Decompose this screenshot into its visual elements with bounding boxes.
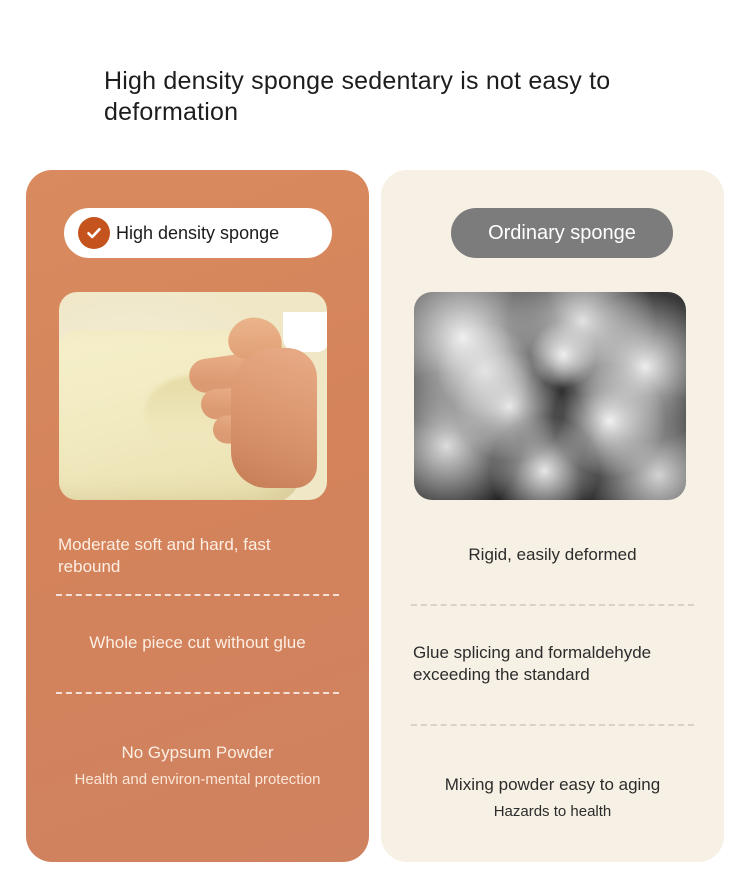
right-feature-text-3: Mixing powder easy to aging (444, 775, 661, 794)
right-feature-item-3 (407, 760, 698, 838)
palm-shape (231, 348, 317, 488)
right-panel-label-pill (451, 208, 673, 258)
left-feature-item-1 (52, 522, 343, 594)
panel-high-density-sponge (26, 170, 369, 862)
right-feature-list (407, 522, 698, 838)
left-feature-text-2: Whole piece cut without glue (89, 633, 306, 652)
left-feature-text-3: No Gypsum Powder (121, 743, 274, 762)
left-feature-text-1: Moderate soft and hard, fast rebound (58, 535, 271, 576)
right-feature-subtext: Hazards to health (493, 803, 612, 820)
ordinary-sponge-image (414, 292, 686, 500)
left-panel-label-text: High density sponge (116, 222, 280, 243)
page-title: High density sponge sedentary is not easy to deformation (104, 67, 611, 126)
left-panel-label-pill (64, 208, 332, 258)
left-feature-list (52, 522, 343, 806)
check-icon (78, 217, 110, 249)
panel-ordinary-sponge (381, 170, 724, 862)
hand-illustration (183, 312, 323, 487)
right-feature-text-1: Rigid, easily deformed (468, 545, 637, 564)
comparison-panels (26, 170, 724, 862)
left-feature-subtext: Health and environ-mental protection (74, 771, 321, 788)
high-density-sponge-image (59, 292, 327, 500)
sleeve-shape (283, 312, 327, 352)
right-feature-item-2 (407, 628, 698, 702)
left-feature-item-2 (52, 618, 343, 670)
left-feature-item-3 (52, 728, 343, 806)
right-feature-text-2: Glue splicing and formaldehyde exceeding the standard (413, 643, 652, 684)
right-feature-item-1 (407, 522, 698, 582)
right-panel-label-text: Ordinary sponge (488, 221, 636, 244)
